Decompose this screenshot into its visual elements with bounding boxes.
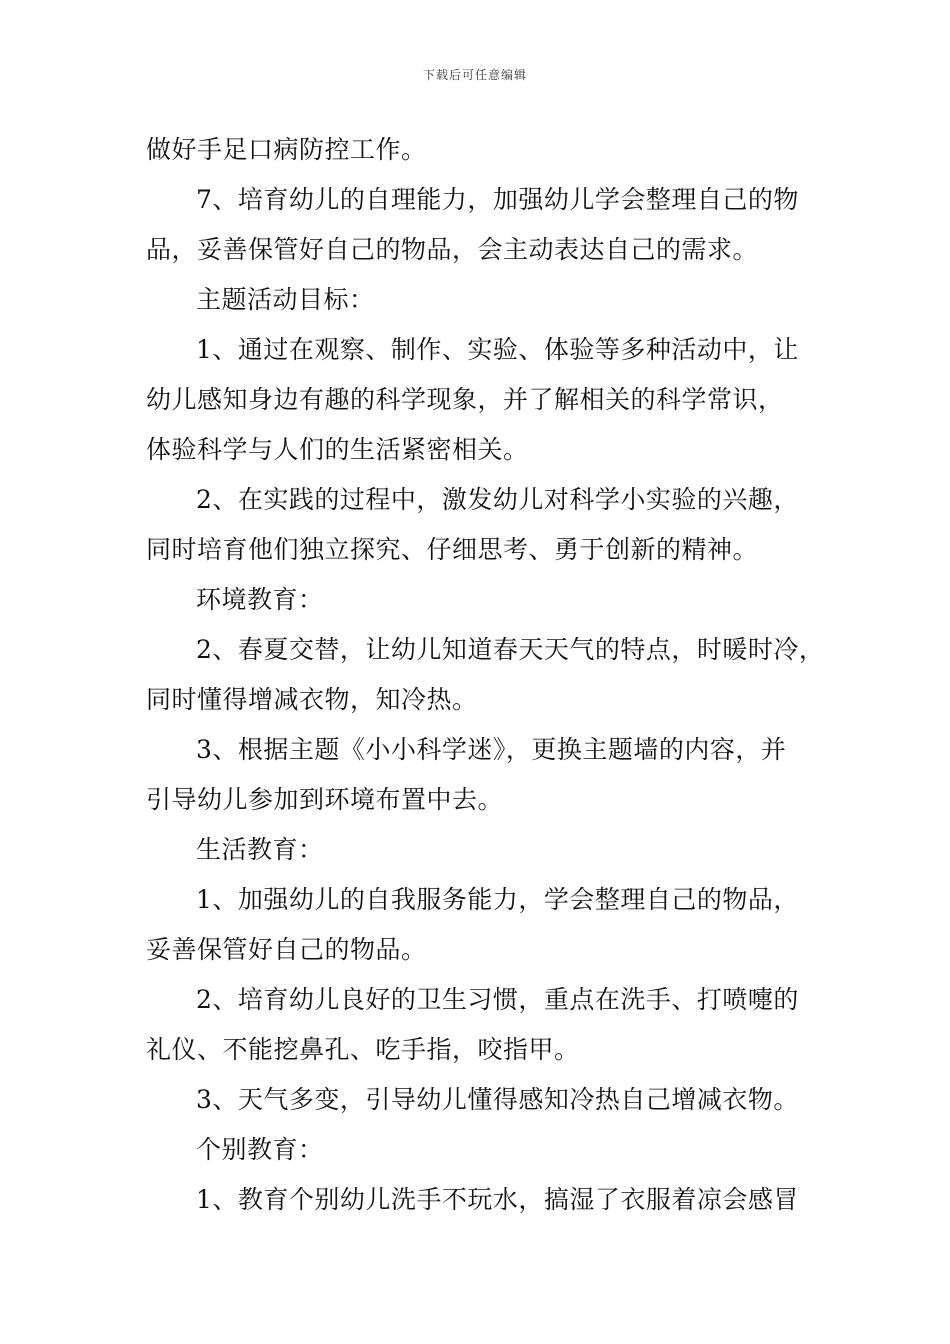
text-line: 3、天气多变，引导幼儿懂得感知冷热自己增减衣物。 <box>196 1085 799 1114</box>
text-line: 1、加强幼儿的自我服务能力，学会整理自己的物品， <box>196 885 799 914</box>
text-line: 2、培育幼儿良好的卫生习惯，重点在洗手、打喷嚏的 <box>196 985 799 1014</box>
text-line: 妥善保管好自己的物品。 <box>146 935 427 964</box>
text-line: 做好手足口病防控工作。 <box>146 135 427 164</box>
text-line: 礼仪、不能挖鼻孔、吃手指，咬指甲。 <box>146 1035 580 1064</box>
text-line: 同时培育他们独立探究、仔细思考、勇于创新的精神。 <box>146 535 759 564</box>
text-line: 1、教育个别幼儿洗手不玩水，搞湿了衣服着凉会感冒 <box>196 1185 799 1214</box>
section-heading: 主题活动目标： <box>196 285 375 314</box>
section-heading: 个别教育： <box>196 1135 324 1164</box>
text-line: 引导幼儿参加到环境布置中去。 <box>146 785 504 814</box>
text-line: 2、春夏交替，让幼儿知道春天天气的特点，时暖时冷， <box>196 635 825 664</box>
section-heading: 生活教育： <box>196 835 324 864</box>
text-line: 3、根据主题《小小科学迷》，更换主题墙的内容，并 <box>196 735 787 764</box>
text-line: 7、培育幼儿的自理能力，加强幼儿学会整理自己的物 <box>196 185 799 214</box>
text-line: 同时懂得增减衣物，知冷热。 <box>146 685 478 714</box>
text-line: 2、在实践的过程中，激发幼儿对科学小实验的兴趣， <box>196 485 799 514</box>
text-line: 品，妥善保管好自己的物品，会主动表达自己的需求。 <box>146 235 759 264</box>
page-header: 下载后可任意编辑 <box>422 68 527 82</box>
section-heading: 环境教育： <box>196 585 324 614</box>
text-line: 幼儿感知身边有趣的科学现象，并了解相关的科学常识， <box>146 385 784 414</box>
text-line: 体验科学与人们的生活紧密相关。 <box>146 435 529 464</box>
text-line: 1、通过在观察、制作、实验、体验等多种活动中，让 <box>196 335 799 364</box>
